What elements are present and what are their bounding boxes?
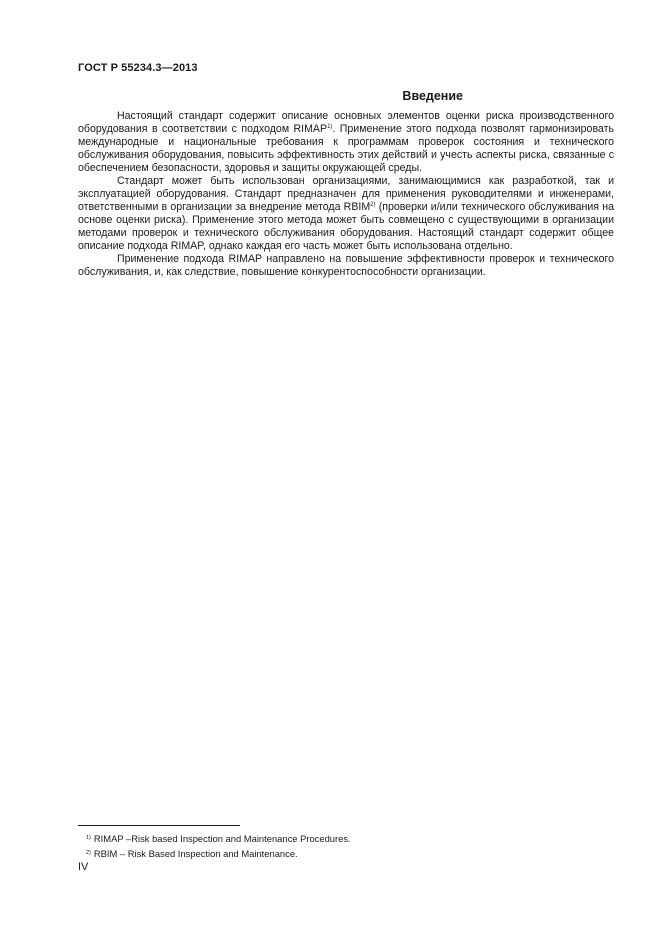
- footnote-2: [86, 846, 351, 861]
- footnote-marker-2: 2): [86, 850, 91, 856]
- footnote-1: [86, 831, 351, 846]
- body-text: [78, 110, 614, 279]
- paragraph-3: Применение подхода RIMAP направлено на повышение эффективности проверок и технического обслуживания, и, как следствие, повышение конкурентоспособности организации.: [78, 253, 614, 278]
- footnote-divider: [78, 825, 240, 826]
- paragraph-1-text-a: Настоящий стандарт содержит описание основных элементов оценки риска производственного оборудования в соответствии с подходом RIMAP: [78, 110, 614, 135]
- page-number: IV: [78, 861, 89, 873]
- footnote-2-text: RBIM – Risk Based Inspection and Maintenance.: [93, 848, 298, 859]
- paragraph-2: [78, 175, 614, 253]
- footnote-1-text: RIMAP –Risk based Inspection and Maintenance Procedures.: [93, 833, 351, 844]
- section-title-text: Введение: [402, 89, 463, 103]
- footnote-marker-1: 1): [86, 835, 91, 841]
- section-title: [78, 89, 582, 103]
- footnote-ref-1[interactable]: 1): [327, 124, 333, 130]
- footnotes: [86, 831, 351, 861]
- paragraph-2-text-a: Стандарт может быть использован организациями, занимающимися как разработкой, так и эксплуатацией оборудования. Стандарт предназначен для применения руководителями и инженерами, ответственными в организации за внедрение метода RBIM: [78, 175, 614, 213]
- footnote-ref-2[interactable]: 2): [370, 202, 376, 208]
- paragraph-2-text-b: (проверки и/или технического обслуживания на основе оценки риска). Применение этого метода может быть совмещено с существующими в организации методами проверок и технического обслуживания оборудования. Настоящий стандарт содержит общее описание подхода RIMAP, однако каждая его часть может быть использована отдельно.: [78, 201, 614, 252]
- paragraph-1-text-b: . Применение этого подхода позволят гармонизировать международные и национальные требования к программам проверок состояния и технического обслуживания оборудования, повысить эффективность этих действий и учесть аспекты риска, связанные с обеспечением безопасности, здоровья и защиты окружающей среды.: [78, 123, 614, 174]
- paragraph-1: [78, 110, 614, 175]
- document-header: ГОСТ Р 55234.3—2013: [78, 62, 198, 74]
